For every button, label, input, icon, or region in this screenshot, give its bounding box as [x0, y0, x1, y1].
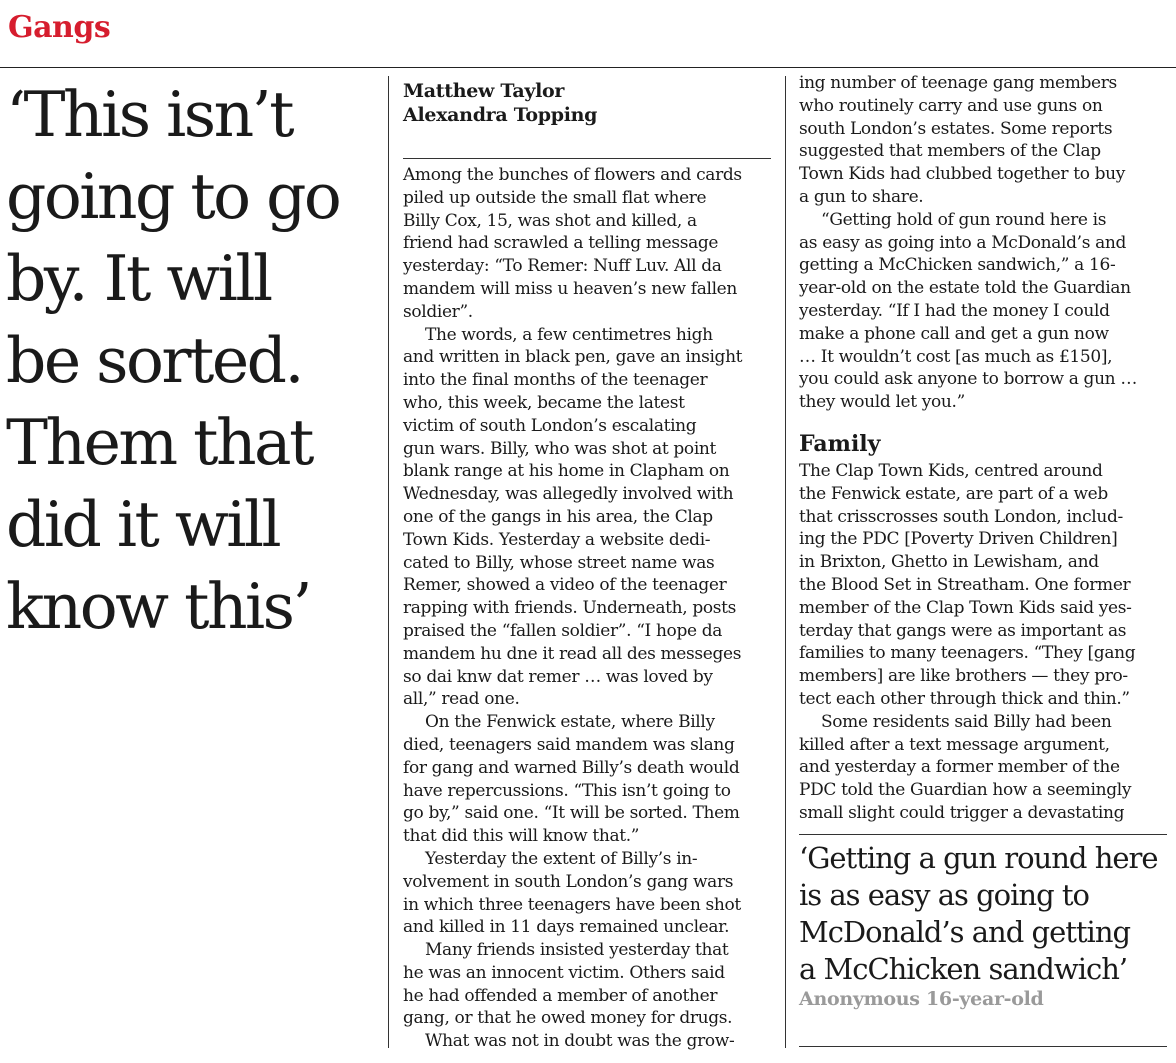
author-name: Alexandra Topping [403, 104, 598, 126]
article-line: piled up outside the small flat where [403, 187, 707, 208]
article-line: yesterday: “To Remer: Nuff Luv. All da [403, 256, 722, 277]
article-line: Some residents said Billy had been [821, 711, 1112, 732]
article-line: the Fenwick estate, are part of a web [799, 483, 1108, 504]
article-line: blank range at his home in Clapham on [403, 461, 730, 482]
column-divider [388, 76, 389, 1048]
article-line: member of the Clap Town Kids said yes- [799, 597, 1132, 618]
article-line: rapping with friends. Underneath, posts [403, 598, 736, 619]
section-title: Gangs [8, 10, 111, 45]
article-line: killed after a text message argument, [799, 734, 1110, 755]
byline [403, 79, 597, 127]
article-line: one of the gangs in his area, the Clap [403, 506, 713, 527]
byline-rule [403, 158, 771, 159]
article-line: into the final months of the teenager [403, 370, 708, 391]
article-line: The words, a few centimetres high [425, 324, 713, 345]
article-line: volvement in south London’s gang wars [403, 871, 734, 892]
article-line: Town Kids. Yesterday a website dedi- [403, 529, 711, 550]
article-line: a gun to share. [799, 186, 924, 207]
article-line: and written in black pen, gave an insight [403, 347, 743, 368]
article-line: small slight could trigger a devastating [799, 802, 1125, 823]
article-line: Town Kids had clubbed together to buy [799, 164, 1126, 185]
pullquote-rule-bottom [799, 1046, 1167, 1047]
article-line: Yesterday the extent of Billy’s in- [425, 848, 698, 869]
pull-quote-line: a McChicken sandwich’ [799, 952, 1128, 986]
article-line: friend had scrawled a telling message [403, 233, 719, 254]
article-line: PDC told the Guardian how a seemingly [799, 780, 1132, 801]
headline [6, 74, 376, 648]
headline-line: did it will [6, 488, 280, 561]
pull-quote-line: ‘Getting a gun round here [799, 841, 1158, 875]
article-line: Billy Cox, 15, was shot and killed, a [403, 210, 697, 231]
article-line: you could ask anyone to borrow a gun … [799, 369, 1137, 390]
article-line: victim of south London’s escalating [403, 415, 697, 436]
article-line: The Clap Town Kids, centred around [799, 461, 1103, 481]
article-line: Wednesday, was allegedly involved with [403, 484, 734, 505]
article-line: all,” read one. [403, 689, 520, 710]
article-line: terday that gangs were as important as [799, 620, 1127, 641]
headline-line: Them that [6, 406, 312, 479]
article-line: who routinely carry and use guns on [799, 95, 1103, 116]
article-line: died, teenagers said mandem was slang [403, 734, 735, 755]
pull-quote-attribution: Anonymous 16-year-old [799, 988, 1044, 1010]
article-line: members] are like brothers — they pro- [799, 666, 1128, 687]
article-line: in Brixton, Ghetto in Lewisham, and [799, 552, 1099, 573]
article-line: praised the “fallen soldier”. “I hope da [403, 620, 723, 641]
article-line: Remer, showed a video of the teenager [403, 575, 727, 596]
article-line: gang, or that he owed money for drugs. [403, 1008, 733, 1029]
article-line: in which three teenagers have been shot [403, 894, 741, 915]
article-line: for gang and warned Billy’s death would [403, 757, 740, 778]
article-line: and yesterday a former member of the [799, 757, 1120, 778]
article-line: that did this will know that.” [403, 826, 640, 847]
author-name: Matthew Taylor [403, 80, 565, 102]
article-line: families to many teenagers. “They [gang [799, 643, 1136, 664]
article-line: “Getting hold of gun round here is [821, 209, 1107, 230]
article-line: tect each other through thick and thin.” [799, 688, 1130, 709]
article-line: Among the bunches of flowers and cards [403, 165, 742, 185]
article-line: mandem will miss u heaven’s new fallen [403, 278, 737, 299]
article-line: as easy as going into a McDonald’s and [799, 232, 1127, 253]
article-line: ing the PDC [Poverty Driven Children] [799, 529, 1118, 550]
article-line: On the Fenwick estate, where Billy [425, 712, 715, 733]
top-rule [0, 67, 1176, 68]
article-line: he was an innocent victim. Others said [403, 962, 725, 983]
article-line: suggested that members of the Clap [799, 141, 1101, 162]
article-line: … It wouldn’t cost [as much as £150], [799, 346, 1113, 367]
article-line: he had offended a member of another [403, 985, 718, 1006]
article-line: so dai knw dat remer … was loved by [403, 666, 713, 687]
pull-quote [799, 840, 1169, 988]
headline-line: going to go [6, 160, 340, 233]
article-line: that crisscrosses south London, includ- [799, 506, 1123, 527]
article-line: year-old on the estate told the Guardian [799, 278, 1131, 299]
article-line: have repercussions. “This isn’t going to [403, 780, 731, 801]
subhead: Family [799, 431, 881, 457]
article-line: getting a McChicken sandwich,” a 16- [799, 255, 1116, 276]
article-line: and killed in 11 days remained unclear. [403, 917, 730, 938]
article-line: the Blood Set in Streatham. One former [799, 574, 1131, 595]
column-divider [785, 76, 786, 1048]
article-line: ing number of teenage gang members [799, 73, 1117, 93]
pull-quote-line: McDonald’s and getting [799, 915, 1131, 949]
headline-line: be sorted. [6, 324, 302, 397]
article-line: yesterday. “If I had the money I could [799, 300, 1110, 321]
headline-line: ‘This isn’t [6, 78, 293, 151]
article-line: they would let you.” [799, 392, 965, 413]
article-line: cated to Billy, whose street name was [403, 552, 715, 573]
pull-quote-line: is as easy as going to [799, 878, 1089, 912]
article-line: soldier”. [403, 301, 473, 322]
article-line: What was not in doubt was the grow- [425, 1031, 735, 1052]
headline-line: by. It will [6, 242, 271, 315]
article-line: Many friends insisted yesterday that [425, 940, 729, 961]
article-line: go by,” said one. “It will be sorted. Them [403, 803, 740, 824]
headline-line: know this’ [6, 570, 311, 643]
article-column-1 [403, 164, 773, 1053]
pullquote-rule-top [799, 834, 1167, 835]
article-column-2-continued [799, 460, 1171, 825]
article-line: who, this week, became the latest [403, 392, 685, 413]
article-line: gun wars. Billy, who was shot at point [403, 438, 716, 459]
article-line: south London’s estates. Some reports [799, 118, 1113, 139]
article-column-2 [799, 72, 1171, 414]
article-line: make a phone call and get a gun now [799, 323, 1109, 344]
article-line: mandem hu dne it read all des messeges [403, 643, 742, 664]
